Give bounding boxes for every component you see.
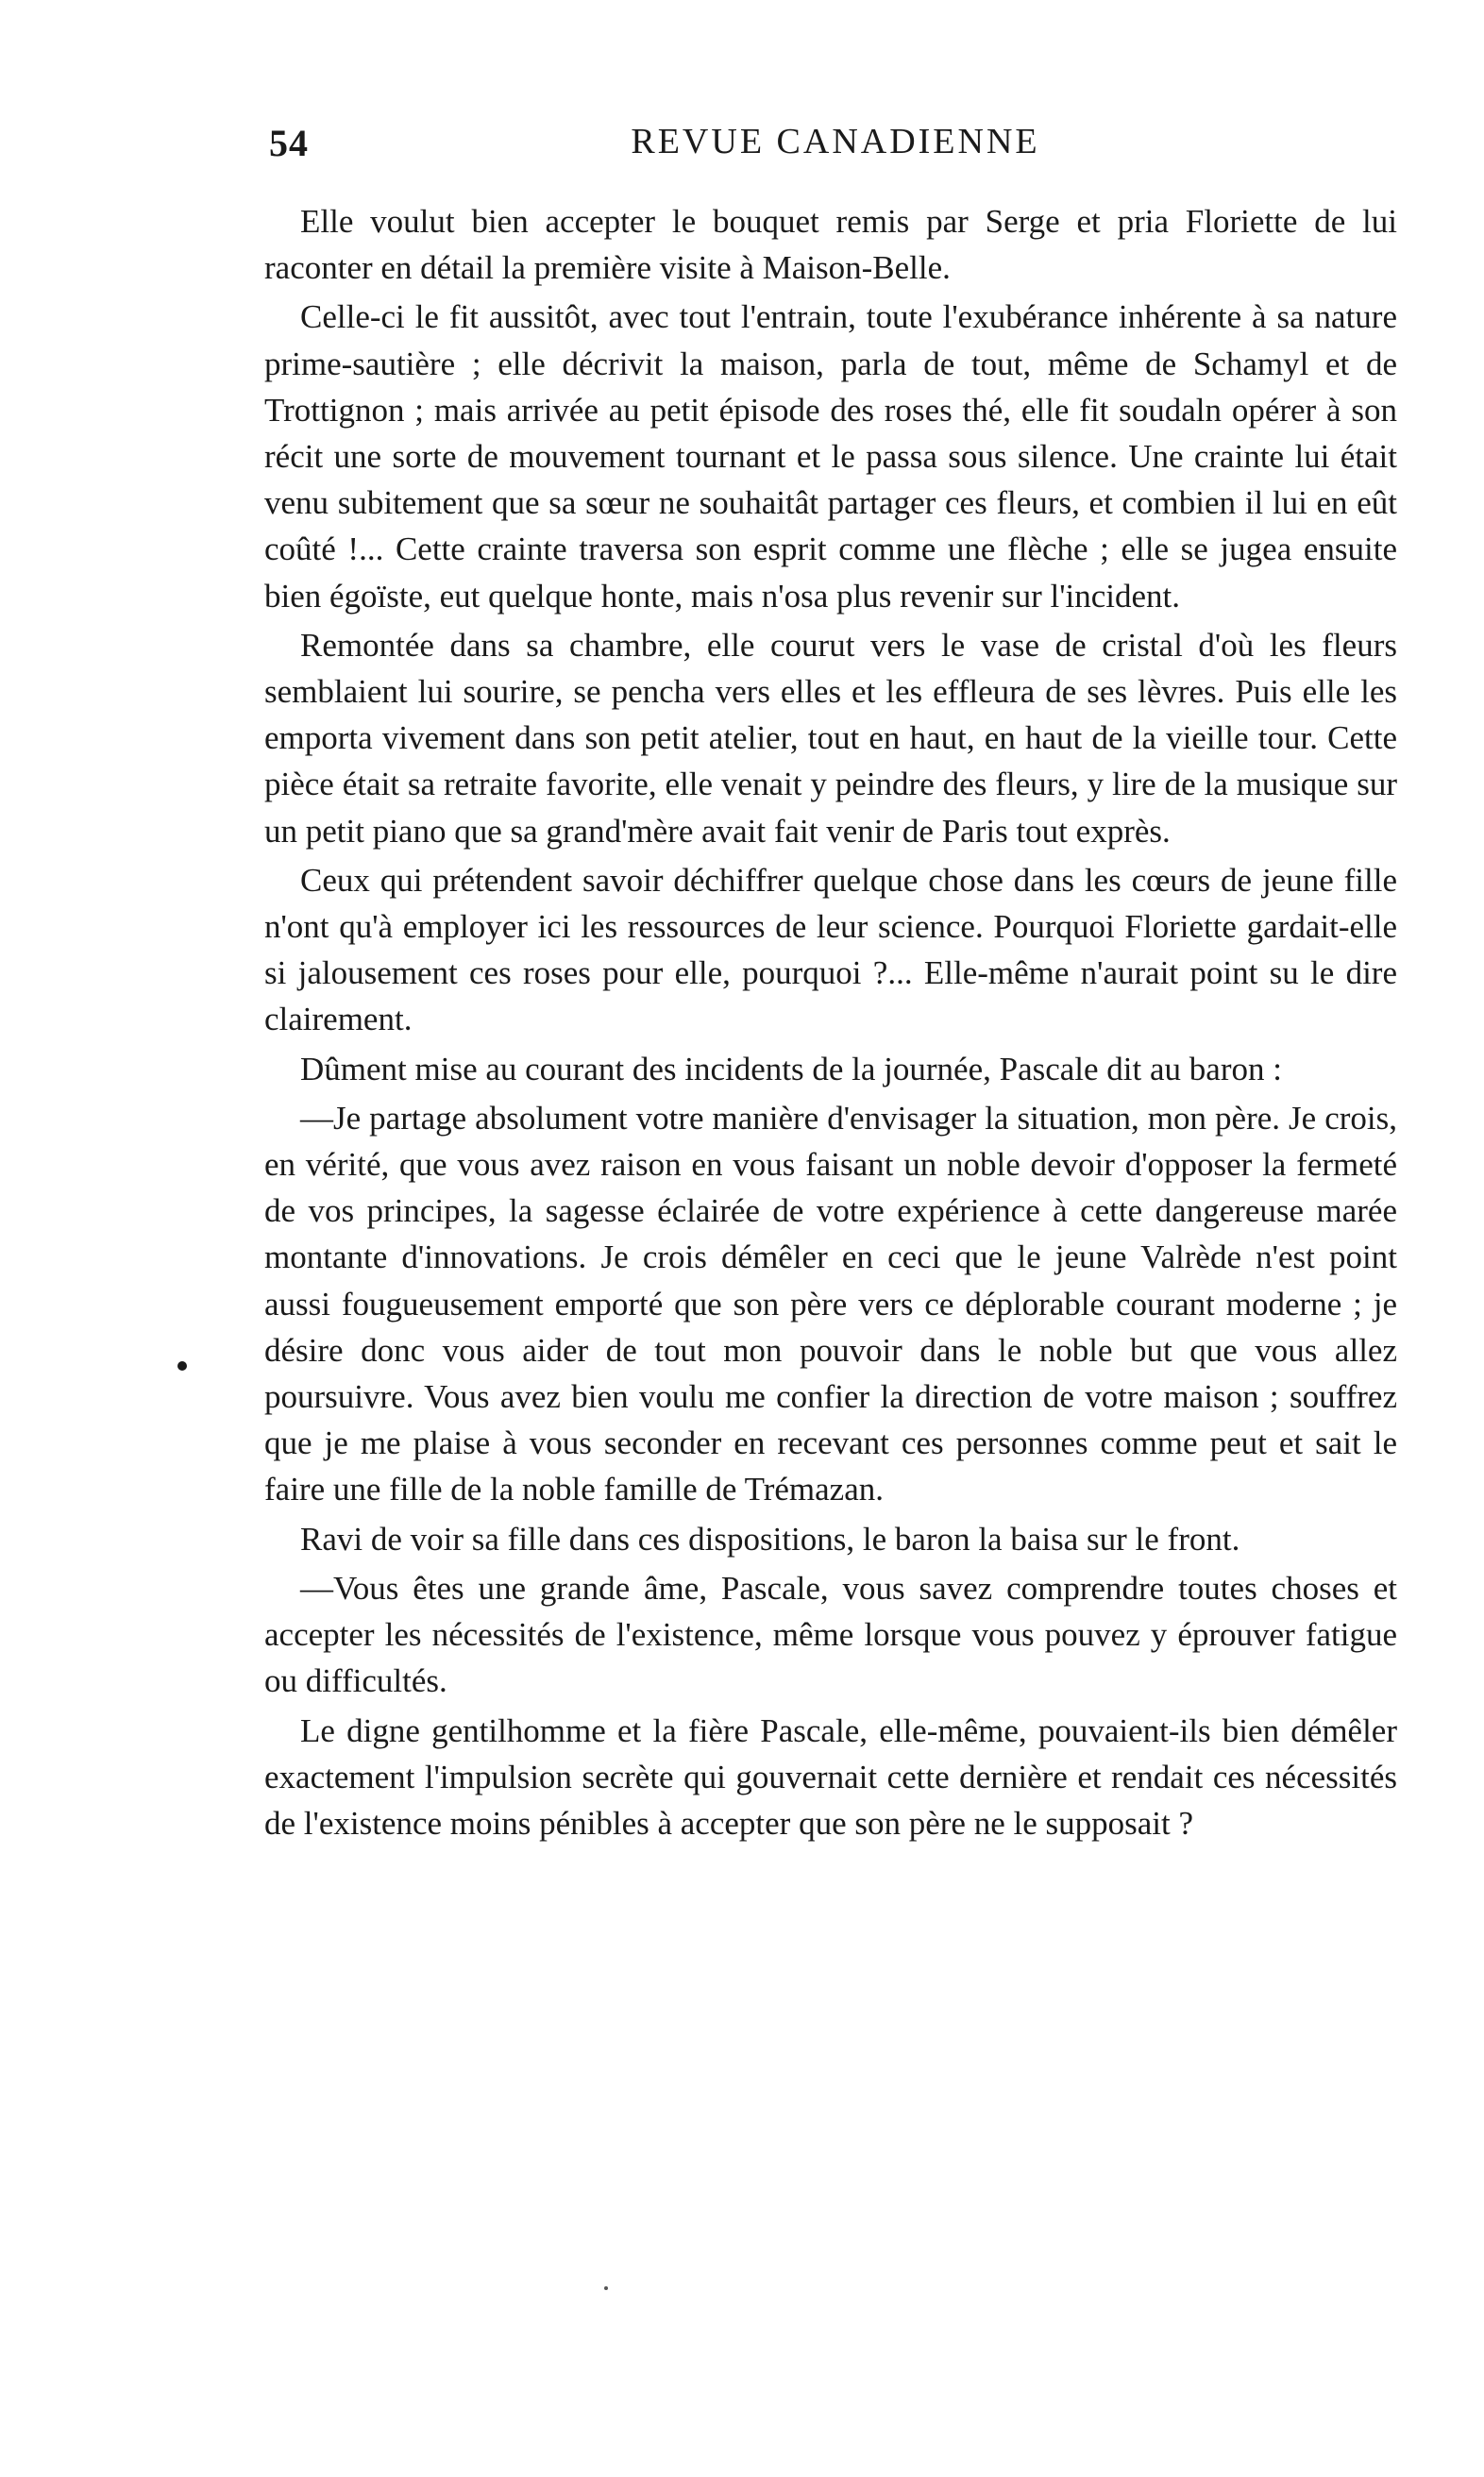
paragraph: Dûment mise au courant des incidents de la journée, Pascale dit au baron : — [300, 1050, 1282, 1087]
stray-ink-speck — [604, 2286, 608, 2290]
paragraph: Remontée dans sa chambre, elle courut vers le vase de cristal d'où les fleurs semblaient lui sourire, se pencha vers elles et les effleura de ses lèvres. Puis elle les emporta vivement dans son petit atelier, tout en haut, en haut de la vieille tour. Cette pièce était sa retraite favorite, elle venait y peindre des fleurs, y lire de la musique sur un petit piano que sa grand'mère avait fait venir de Paris tout exprès. — [264, 626, 1397, 850]
paragraph: Ceux qui prétendent savoir déchiffrer quelque chose dans les cœurs de jeune fille n'ont qu'à employer ici les ressources de leur science. Pourquoi Floriette gardait-elle si jalousement ces roses pour elle, pourquoi ?... Elle-même n'aurait point su le dire clairement. — [264, 861, 1397, 1038]
paragraph: —Vous êtes une grande âme, Pascale, vous savez comprendre toutes choses et accepter les nécessités de l'existence, même lorsque vous pouvez y éprouver fatigue ou difficultés. — [264, 1569, 1397, 1700]
paragraph: Celle-ci le fit aussitôt, avec tout l'entrain, toute l'exubérance inhérente à sa nature prime-sautière ; elle décrivit la maison, parla de tout, même de Schamyl et de Trottignon ; mais arrivée au petit épisode des roses thé, elle fit soudaln opérer à son récit une sorte de mouvement tournant et le passa sous silence. Une crainte lui était venu subitement que sa sœur ne souhaitât partager ces fleurs, et combien il lui en eût coûté !... Cette crainte traversa son esprit comme une flèche ; elle se jugea ensuite bien égoïste, eut quelque honte, mais n'osa plus revenir sur l'incident. — [264, 298, 1397, 615]
paragraph: Ravi de voir sa fille dans ces dispositions, le baron la baisa sur le front. — [300, 1520, 1240, 1558]
paragraph: Elle voulut bien accepter le bouquet remis par Serge et pria Floriette de lui raconter en détail la première visite à Maison-Belle. — [264, 203, 1397, 287]
page-header — [269, 121, 1402, 177]
running-title: REVUE CANADIENNE — [631, 122, 1040, 161]
paragraph: Le digne gentilhomme et la fière Pascale, elle-même, pouvaient-ils bien démêler exactement l'impulsion secrète qui gouvernait cette dernière et rendait ces nécessités de l'existence moins pénibles à accepter que son père ne le supposait ? — [264, 1711, 1397, 1842]
page-number: 54 — [269, 122, 309, 164]
body-text — [264, 198, 1397, 1849]
paragraph: —Je partage absolument votre manière d'envisager la situation, mon père. Je crois, en vérité, que vous avez raison en vous faisant un noble devoir d'opposer la fermeté de vos principes, la sagesse éclairée de votre expérience à cette dangereuse marée montante d'innovations. Je crois démêler en ceci que le jeune Valrède n'est point aussi fougueusement emporté que son père vers ce déplorable courant moderne ; je désire donc vous aider de tout mon pouvoir dans le noble but que vous allez poursuivre. Vous avez bien voulu me confier la direction de votre maison ; souffrez que je me plaise à vous seconder en recevant ces personnes comme peut et sait le faire une fille de la noble famille de Trémazan. — [264, 1099, 1397, 1508]
stray-ink-dot — [177, 1361, 187, 1371]
